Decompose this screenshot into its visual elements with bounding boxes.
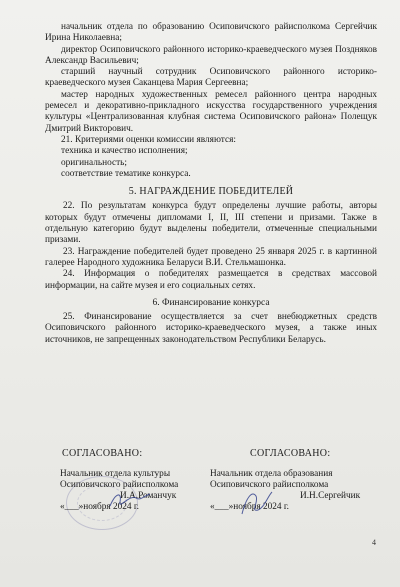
- approval-title-left: СОГЛАСОВАНО:: [62, 448, 143, 459]
- criterion-2: оригинальность;: [61, 157, 127, 168]
- approval-left-org-text: Осиповичского райисполкома: [60, 480, 179, 490]
- criterion-3: соответствие тематике конкурса.: [61, 168, 191, 179]
- approval-left-position: Начальник отдела культуры: [60, 469, 171, 479]
- approval-right-org: Осиповичского райисполкома: [210, 480, 329, 490]
- paragraph-23: 23. Награждение победителей будет проведено 25 января 2025 г. в картинной галерее Народного художника Беларуси В.И. Стельмашонка.: [45, 246, 377, 268]
- approval-left-name: И.А.Романчук: [120, 491, 177, 501]
- approval-right-name: И.Н.Сергейчик: [300, 491, 361, 501]
- paragraph-24: 24. Информация о победителях размещается в средствах массовой информации, на сайте музея и его социальных сетях.: [45, 269, 377, 291]
- commission-member-2: директор Осиповичского районного историко-краеведческого музея Поздняков Александр Васильевич;: [45, 44, 377, 66]
- approval-left-date: «___»ноября 2024 г.: [60, 502, 139, 512]
- page-number: 4: [372, 538, 376, 547]
- signature-right: [238, 488, 276, 518]
- paragraph-25: 25. Финансирование осуществляется за счет внебюджетных средств Осиповичского районного историко-краеведческого музея, а также иных источников, не запрещенных законодательством Республики Беларусь.: [45, 312, 377, 345]
- approval-right-date: «___»ноября 2024 г.: [210, 502, 289, 512]
- section-heading-awards: 5. НАГРАЖДЕНИЕ ПОБЕДИТЕЛЕЙ: [128, 186, 294, 198]
- commission-member-3: старший научный сотрудник Осиповичского районного историко-краеведческого музея Саканцева Мария Сергеевна;: [45, 67, 377, 89]
- document-body: [45, 22, 377, 346]
- criterion-1: техника и качество исполнения;: [61, 146, 188, 157]
- approval-right: [210, 448, 380, 513]
- commission-member-4: мастер народных художественных ремесел районного центра народных ремесел и декоративно-прикладного искусства государственного учреждения культуры «Централизованная клубная система Осиповичского района» Полещук Дмитрий Викторович.: [45, 89, 377, 134]
- approval-right-position: Начальник отдела образования: [210, 469, 333, 479]
- criteria-intro: 21. Критериями оценки комиссии являются:: [61, 134, 236, 145]
- approval-title-right: СОГЛАСОВАНО:: [250, 448, 331, 459]
- paragraph-22: 22. По результатам конкурса будут определены лучшие работы, авторы которых будут отмечены дипломами I, II, III степени и призами. Также в отдельную категорию будут выделены победители, отмеченные специальными призами.: [45, 201, 377, 246]
- section-heading-financing: 6. Финансирование конкурса: [152, 297, 270, 308]
- commission-member-1: начальник отдела по образованию Осиповичского райисполкома Сергейчик Ирина Николаевна;: [45, 22, 377, 44]
- signature-left: [108, 488, 152, 512]
- approval-block: [60, 448, 380, 528]
